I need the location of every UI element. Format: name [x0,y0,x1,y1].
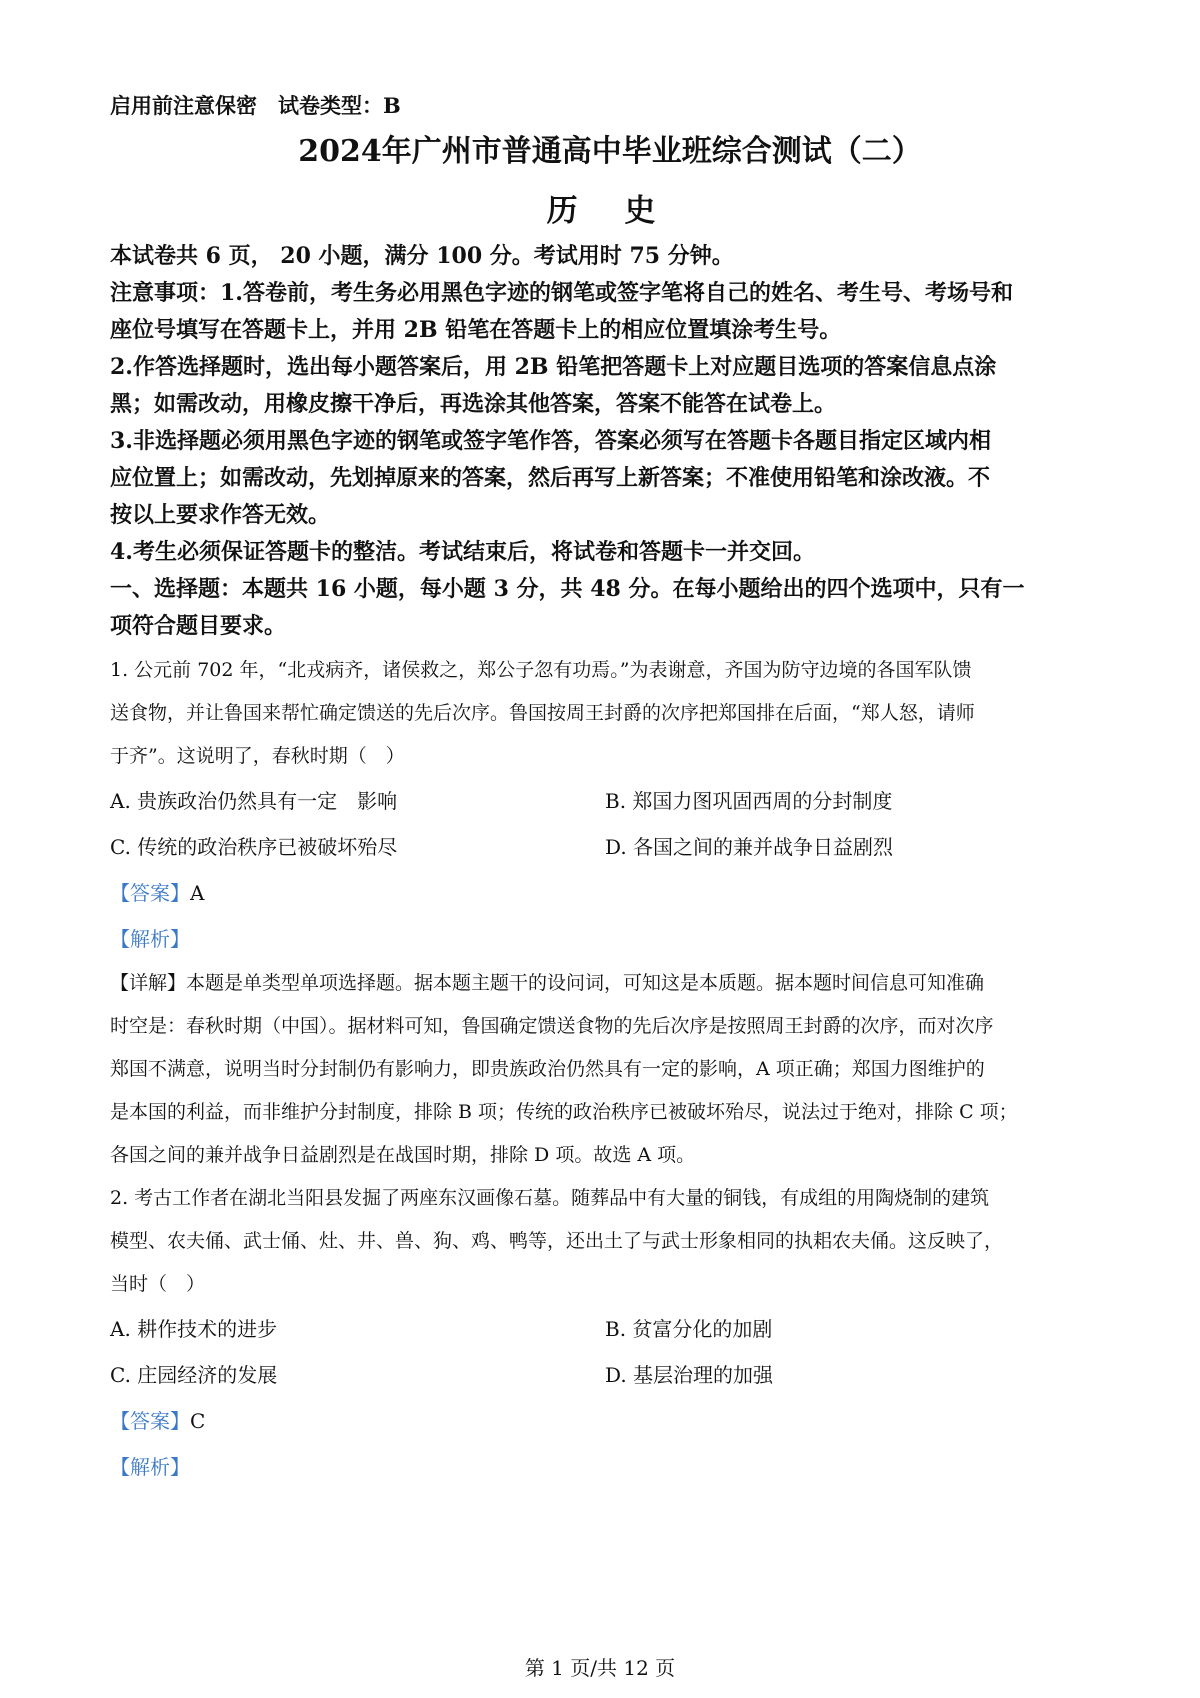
confidential-line: 启用前注意保密 试卷类型：B [110,93,401,118]
answer-tag: 【答案】 [110,881,190,905]
answer-value: C [190,1409,206,1433]
section-heading: 项符合题目要求。 [110,613,287,639]
instruction-line: 注意事项：1.答卷前，考生务必用黑色字迹的钢笔或签字笔将自己的姓名、考生号、考场号和 [110,280,1013,306]
answer-line [110,1398,1110,1444]
detail-line: 是本国的利益，而非维护分封制度，排除 B 项；传统的政治秩序已被破坏殆尽，说法过于绝对，排除 C 项； [110,1101,1018,1123]
instruction-line: 黑；如需改动，用橡皮擦干净后，再选涂其他答案，答案不能答在试卷上。 [110,391,837,417]
detail-line: 【详解】本题是单类型单项选择题。据本题主题干的设问词，可知这是本质题。据本题时间信息可知准确 [110,972,985,994]
page-footer: 第 1 页/共 12 页 [524,1656,676,1680]
analysis-tag: 【解析】 [110,1455,190,1479]
instruction-line: 3.非选择题必须用黑色字迹的钢笔或签字笔作答，答案必须写在答题卡各题目指定区域内相 [110,428,991,454]
option-row [110,824,1110,870]
option-d: D. 基层治理的加强 [605,1363,774,1387]
question-stem: 当时（ ） [110,1273,206,1295]
instruction-line: 4.考生必须保证答题卡的整洁。考试结束后，将试卷和答题卡一并交回。 [110,539,815,565]
question-1 [110,649,1110,1177]
answer-value: A [190,881,205,905]
instruction-line: 应位置上；如需改动，先划掉原来的答案，然后再写上新答案；不准使用铅笔和涂改液。不 [110,465,991,491]
option-d: D. 各国之间的兼并战争日益剧烈 [605,835,894,859]
instruction-line: 座位号填写在答题卡上，并用 2B 铅笔在答题卡上的相应位置填涂考生号。 [110,317,842,343]
option-a: A. 贵族政治仍然具有一定 影响 [110,789,398,813]
question-stem: 2. 考古工作者在湖北当阳县发掘了两座东汉画像石墓。随葬品中有大量的铜钱，有成组的用陶烧制的建筑 [110,1187,990,1209]
question-stem: 模型、农夫俑、武士俑、灶、井、兽、狗、鸡、鸭等，还出土了与武士形象相同的执耜农夫俑。这反映了， [110,1230,1004,1252]
section-heading: 一、选择题：本题共 16 小题，每小题 3 分，共 48 分。在每小题给出的四个选项中，只有一 [110,576,1025,602]
option-b: B. 郑国力图巩固西周的分封制度 [605,789,893,813]
option-row [110,1306,1110,1352]
answer-tag: 【答案】 [110,1409,190,1433]
exam-title: 2024年广州市普通高中毕业班综合测试（二） [298,134,922,169]
question-2 [110,1177,1110,1490]
question-stem: 于齐”。这说明了，春秋时期（ ） [110,745,405,767]
detail-line: 郑国不满意，说明当时分封制仍有影响力，即贵族政治仍然具有一定的影响，A 项正确；郑国力图维护的 [110,1058,985,1080]
detail-line: 各国之间的兼并战争日益剧烈是在战国时期，排除 D 项。故选 A 项。 [110,1144,696,1166]
option-c: C. 庄园经济的发展 [110,1363,278,1387]
question-stem: 送食物，并让鲁国来帮忙确定馈送的先后次序。鲁国按周王封爵的次序把郑国排在后面，“郑人怒，请师 [110,702,975,724]
exam-page [110,90,1110,1490]
option-b: B. 贫富分化的加剧 [605,1317,773,1341]
option-row [110,778,1110,824]
subject-title: 历 史 [546,193,674,229]
detail-line: 时空是：春秋时期（中国）。据材料可知，鲁国确定馈送食物的先后次序是按照周王封爵的次序，而对次序 [110,1015,994,1037]
instruction-line: 2.作答选择题时，选出每小题答案后，用 2B 铅笔把答题卡上对应题目选项的答案信息点涂 [110,354,997,380]
answer-line [110,870,1110,916]
instructions [110,238,1110,645]
instruction-line: 本试卷共 6 页， 20 小题，满分 100 分。考试用时 75 分钟。 [110,243,734,269]
option-c: C. 传统的政治秩序已被破坏殆尽 [110,835,398,859]
option-a: A. 耕作技术的进步 [110,1317,278,1341]
instruction-line: 按以上要求作答无效。 [110,502,331,528]
question-stem: 1. 公元前 702 年，“北戎病齐，诸侯救之，郑公子忽有功焉。”为表谢意，齐国为防守边境的各国军队馈 [110,659,972,681]
analysis-tag: 【解析】 [110,927,190,951]
option-row [110,1352,1110,1398]
